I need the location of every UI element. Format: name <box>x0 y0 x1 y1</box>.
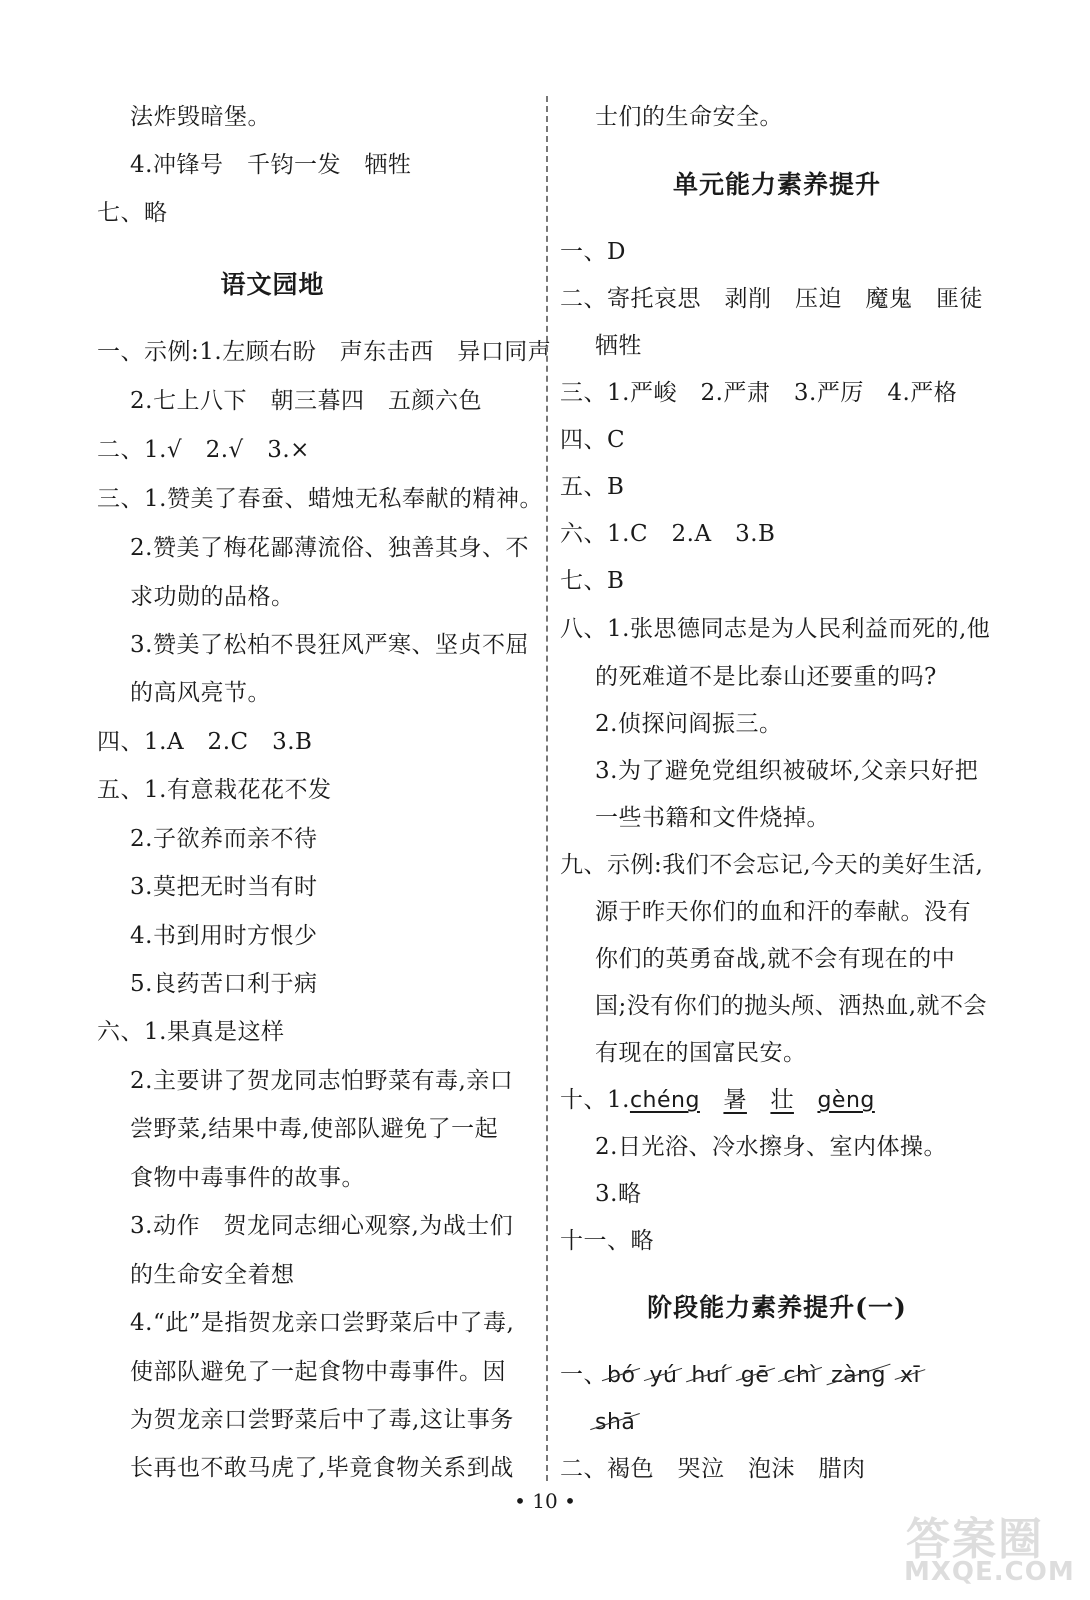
answer-line: 源于昨天你们的血和汗的奉献。没有 <box>595 899 971 925</box>
answer-line: 国;没有你们的抛头颅、洒热血,就不会 <box>595 993 988 1019</box>
watermark-text: 答案圈 <box>906 1514 1044 1565</box>
answer-line: 尝野菜,结果中毒,使部队避免了一起 <box>130 1116 499 1142</box>
item-prefix: 十、1. <box>560 1087 630 1113</box>
answer-line: 七、B <box>560 568 625 594</box>
struck-pinyin: huí <box>691 1361 727 1391</box>
answer-line: 十一、略 <box>560 1228 654 1254</box>
answer-line-pinyin-marks <box>560 1360 934 1391</box>
answer-line: 使部队避免了一起食物中毒事件。因 <box>130 1359 506 1385</box>
answer-line: 4.冲锋号 千钧一发 牺牲 <box>130 152 412 178</box>
answer-line: 食物中毒事件的故事。 <box>130 1165 365 1191</box>
answer-line: 二、1.√ 2.√ 3.× <box>97 437 310 463</box>
answer-line: 3.莫把无时当有时 <box>130 874 318 900</box>
answer-line: 2.赞美了梅花鄙薄流俗、独善其身、不 <box>130 535 529 561</box>
answer-line: 法炸毁暗堡。 <box>130 104 271 130</box>
pinyin-answer: chéng <box>629 1088 700 1113</box>
answer-line: 3.动作 贺龙同志细心观察,为战士们 <box>130 1213 514 1239</box>
answer-line: 五、1.有意栽花花不发 <box>97 777 332 803</box>
struck-pinyin: chì <box>783 1361 817 1391</box>
answer-line: 三、1.赞美了春蚕、蜡烛无私奉献的精神。 <box>97 486 543 512</box>
answer-line: 二、褐色 哭泣 泡沫 腊肉 <box>560 1456 866 1482</box>
answer-line: 牺牲 <box>595 333 642 359</box>
answer-line: 一、示例:1.左顾右盼 声东击西 异口同声 <box>97 339 552 365</box>
answer-line: 有现在的国富民安。 <box>595 1040 807 1066</box>
section-heading-unit-ability: 单元能力素养提升 <box>672 170 881 199</box>
answer-line: 二、寄托哀思 剥削 压迫 魔鬼 匪徒 <box>560 286 983 312</box>
answer-line: 4.书到用时方恨少 <box>130 923 318 949</box>
answer-line: 求功勋的品格。 <box>130 584 295 610</box>
page-number: • 10 • <box>514 1489 576 1513</box>
char-answer: 壮 <box>770 1087 794 1113</box>
answer-line: 2.主要讲了贺龙同志怕野菜有毒,亲口 <box>130 1068 514 1094</box>
answer-line: 3.略 <box>595 1181 642 1207</box>
answer-line: 为贺龙亲口尝野菜后中了毒,这让事务 <box>130 1407 514 1433</box>
struck-pinyin: gē <box>741 1361 770 1391</box>
struck-pinyin: zàng <box>831 1361 886 1391</box>
answer-line: 的生命安全着想 <box>130 1262 295 1288</box>
answer-line: 5.良药苦口利于病 <box>130 971 318 997</box>
char-answer: 暑 <box>723 1087 747 1113</box>
answer-line: 六、1.果真是这样 <box>97 1019 285 1045</box>
answer-line: 的高风亮节。 <box>130 680 271 706</box>
column-divider <box>546 96 548 1481</box>
answer-line: 三、1.严峻 2.严肃 3.严厉 4.严格 <box>560 380 958 406</box>
watermark-logo <box>900 1503 1080 1593</box>
pinyin-answer: gèng <box>817 1088 875 1113</box>
answer-line: 3.赞美了松柏不畏狂风严寒、坚贞不屈 <box>130 632 529 658</box>
answer-line: 五、B <box>560 474 625 500</box>
answer-line: 一些书籍和文件烧掉。 <box>595 805 830 831</box>
watermark-url: MXQE.COM <box>904 1557 1075 1587</box>
section-heading-stage-ability: 阶段能力素养提升(一) <box>647 1293 907 1322</box>
answer-line: 九、示例:我们不会忘记,今天的美好生活, <box>560 852 984 878</box>
answer-line: 2.子欲养而亲不待 <box>130 826 318 852</box>
struck-pinyin: yú <box>649 1361 677 1391</box>
answer-line: 士们的生命安全。 <box>595 104 783 130</box>
struck-pinyin: xī <box>900 1361 920 1391</box>
answer-line: 六、1.C 2.A 3.B <box>560 521 776 547</box>
answer-line: 2.侦探问阎振三。 <box>595 711 783 737</box>
answer-line: 八、1.张思德同志是为人民利益而死的,他 <box>560 616 991 642</box>
answer-line: 四、1.A 2.C 3.B <box>97 729 313 755</box>
answer-line-pinyin-marks <box>595 1407 649 1438</box>
answer-line: 长再也不敢马虎了,毕竟食物关系到战 <box>130 1455 514 1481</box>
answer-line: 4.“此”是指贺龙亲口尝野菜后中了毒, <box>130 1310 515 1336</box>
answer-line: 四、C <box>560 427 626 453</box>
answer-line: 3.为了避免党组织被破坏,父亲只好把 <box>595 758 979 784</box>
answer-line: 一、D <box>560 239 626 265</box>
answer-line: 七、略 <box>97 200 168 226</box>
answer-line-pinyin <box>560 1085 875 1116</box>
section-heading-yuwen-yuandi: 语文园地 <box>220 270 325 299</box>
answer-line: 2.七上八下 朝三暮四 五颜六色 <box>130 388 482 414</box>
answer-line: 的死难道不是比泰山还要重的吗? <box>595 664 937 690</box>
struck-pinyin: bó <box>607 1361 635 1391</box>
struck-pinyin: shā <box>595 1408 635 1438</box>
answer-line: 你们的英勇奋战,就不会有现在的中 <box>595 946 956 972</box>
item-prefix: 一、 <box>560 1362 607 1388</box>
answer-line: 2.日光浴、冷水擦身、室内体操。 <box>595 1134 947 1160</box>
